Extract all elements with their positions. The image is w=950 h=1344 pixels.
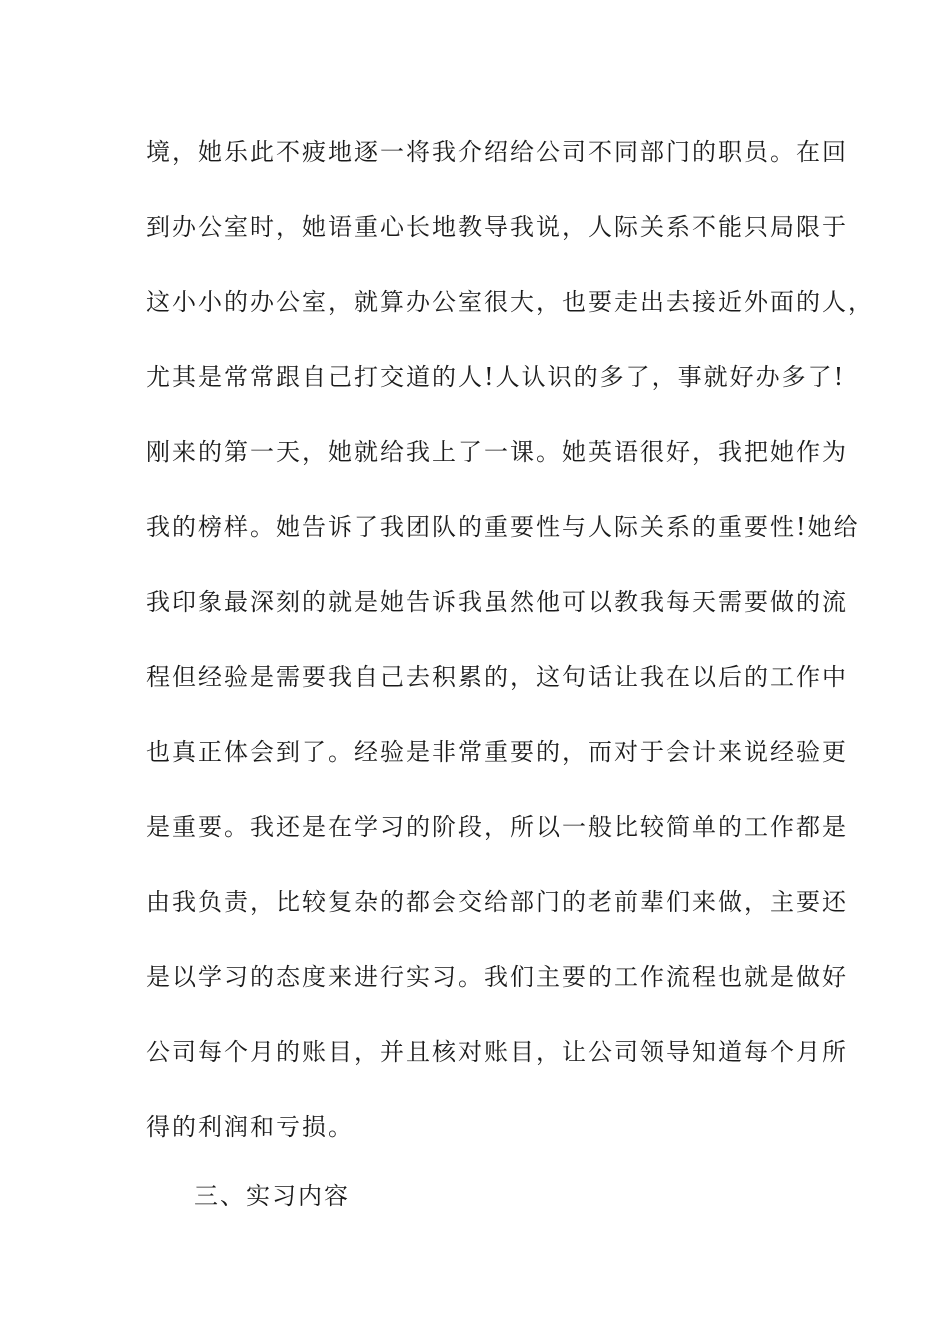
body-paragraph [146, 130, 874, 1180]
text-line: 由我负责，比较复杂的都会交给部门的老前辈们来做，主要还 [146, 888, 848, 916]
section-heading: 三、实习内容 [194, 1182, 350, 1210]
text-line: 程但经验是需要我自己去积累的，这句话让我在以后的工作中 [146, 663, 848, 691]
text-line: 是重要。我还是在学习的阶段，所以一般比较简单的工作都是 [146, 813, 848, 841]
text-line: 我的榜样。她告诉了我团队的重要性与人际关系的重要性!她给 [146, 513, 860, 541]
text-line: 到办公室时，她语重心长地教导我说，人际关系不能只局限于 [146, 213, 848, 241]
text-line: 我印象最深刻的就是她告诉我虽然他可以教我每天需要做的流 [146, 588, 848, 616]
text-line: 公司每个月的账目，并且核对账目，让公司领导知道每个月所 [146, 1038, 848, 1066]
text-line: 得的利润和亏损。 [146, 1113, 354, 1141]
text-line: 这小小的办公室，就算办公室很大，也要走出去接近外面的人， [146, 288, 874, 316]
text-line: 境，她乐此不疲地逐一将我介绍给公司不同部门的职员。在回 [146, 138, 848, 166]
text-line: 也真正体会到了。经验是非常重要的，而对于会计来说经验更 [146, 738, 848, 766]
text-line: 尤其是常常跟自己打交道的人!人认识的多了，事就好办多了! [146, 363, 846, 391]
text-line: 是以学习的态度来进行实习。我们主要的工作流程也就是做好 [146, 963, 848, 991]
text-line: 刚来的第一天，她就给我上了一课。她英语很好，我把她作为 [146, 438, 848, 466]
